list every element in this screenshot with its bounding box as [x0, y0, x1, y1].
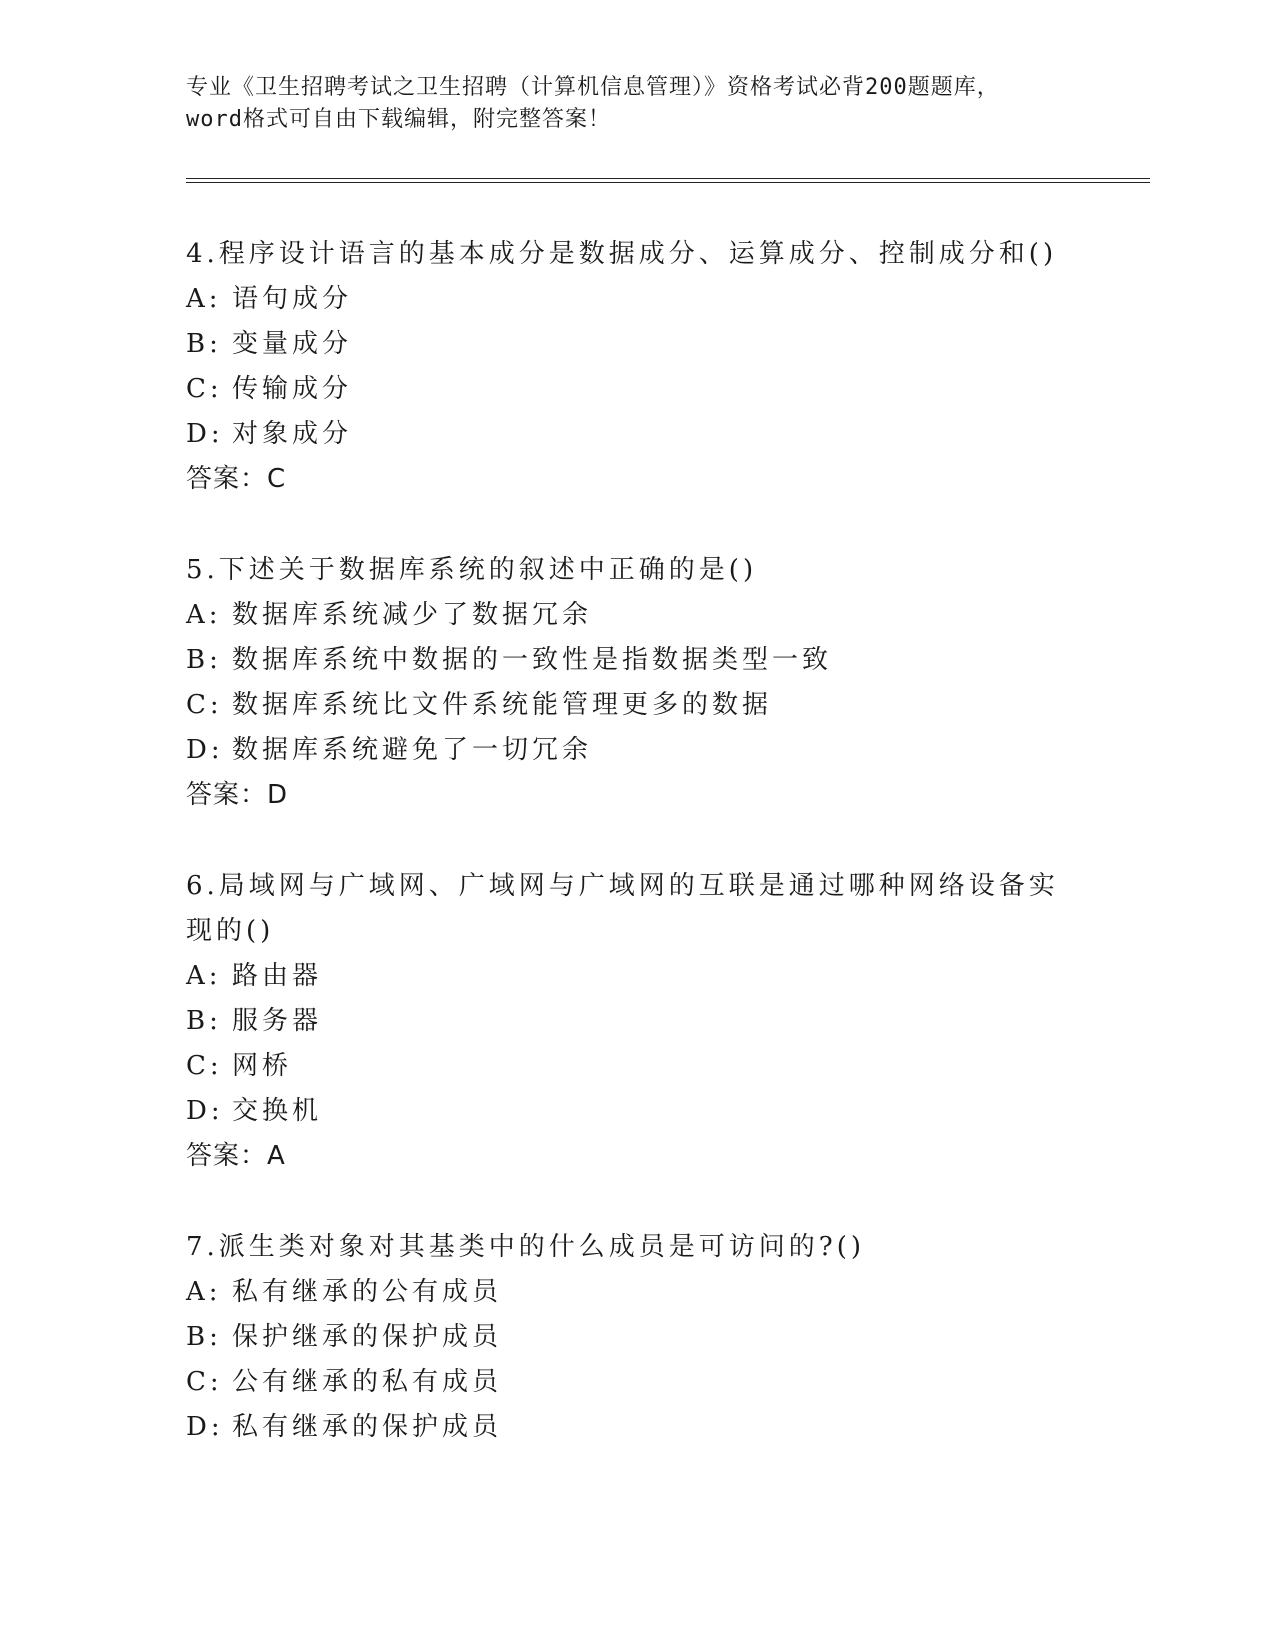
- option-d: [186, 1089, 1086, 1134]
- option-d: [186, 728, 1086, 773]
- option-key: D:: [186, 419, 224, 449]
- question-7: [186, 1225, 1086, 1450]
- header-line-2: word格式可自由下载编辑，附完整答案！: [186, 107, 611, 132]
- option-text: 数据库系统避免了一切冗余: [232, 735, 593, 765]
- option-key: C:: [186, 1367, 223, 1397]
- option-c: [186, 683, 1086, 728]
- document-header: [186, 72, 1086, 136]
- option-b: [186, 322, 1086, 367]
- option-b: [186, 638, 1086, 683]
- option-c: [186, 1044, 1086, 1089]
- question-list: [186, 232, 1086, 1496]
- option-key: B:: [186, 645, 222, 675]
- answer-line: 答案：A: [186, 1141, 286, 1171]
- option-text: 传输成分: [232, 374, 353, 404]
- option-key: A:: [186, 961, 222, 991]
- option-key: C:: [186, 374, 223, 404]
- option-c: [186, 367, 1086, 412]
- option-key: A:: [186, 600, 222, 630]
- option-text: 数据库系统减少了数据冗余: [232, 600, 593, 630]
- question-stem: 4.程序设计语言的基本成分是数据成分、运算成分、控制成分和(): [186, 239, 1058, 269]
- option-key: C:: [186, 690, 223, 720]
- option-key: D:: [186, 1096, 224, 1126]
- question-4: [186, 232, 1086, 502]
- option-d: [186, 412, 1086, 457]
- option-d: [186, 1405, 1086, 1450]
- option-c: [186, 1360, 1086, 1405]
- option-text: 私有继承的公有成员: [232, 1277, 503, 1307]
- question-stem: 5.下述关于数据库系统的叙述中正确的是(): [186, 555, 758, 585]
- option-text: 对象成分: [232, 419, 353, 449]
- option-b: [186, 999, 1086, 1044]
- option-a: [186, 277, 1086, 322]
- option-b: [186, 1315, 1086, 1360]
- header-divider-top: [186, 178, 1150, 179]
- header-divider-bottom: [186, 182, 1150, 183]
- answer-line: 答案：D: [186, 780, 289, 810]
- option-a: [186, 1270, 1086, 1315]
- option-key: D:: [186, 1412, 224, 1442]
- option-text: 数据库系统比文件系统能管理更多的数据: [232, 690, 773, 720]
- option-text: 服务器: [232, 1006, 323, 1036]
- option-key: A:: [186, 284, 222, 314]
- option-key: B:: [186, 1006, 222, 1036]
- option-key: C:: [186, 1051, 223, 1081]
- option-text: 语句成分: [232, 284, 353, 314]
- question-5: [186, 548, 1086, 818]
- option-key: B:: [186, 1322, 222, 1352]
- question-stem: 7.派生类对象对其基类中的什么成员是可访问的?(): [186, 1232, 866, 1262]
- question-6: [186, 864, 1086, 1179]
- option-text: 变量成分: [232, 329, 353, 359]
- option-text: 数据库系统中数据的一致性是指数据类型一致: [232, 645, 833, 675]
- option-key: D:: [186, 735, 224, 765]
- option-text: 交换机: [232, 1096, 323, 1126]
- option-text: 私有继承的保护成员: [232, 1412, 503, 1442]
- option-key: A:: [186, 1277, 222, 1307]
- option-text: 网桥: [232, 1051, 293, 1081]
- option-a: [186, 954, 1086, 999]
- header-line-1: 专业《卫生招聘考试之卫生招聘（计算机信息管理）》资格考试必背200题题库，: [186, 75, 1000, 100]
- option-text: 保护继承的保护成员: [232, 1322, 503, 1352]
- option-key: B:: [186, 329, 222, 359]
- option-text: 路由器: [232, 961, 323, 991]
- answer-line: 答案：C: [186, 464, 287, 494]
- option-text: 公有继承的私有成员: [232, 1367, 503, 1397]
- option-a: [186, 593, 1086, 638]
- question-stem: 6.局域网与广域网、广域网与广域网的互联是通过哪种网络设备实现的(): [186, 871, 1059, 946]
